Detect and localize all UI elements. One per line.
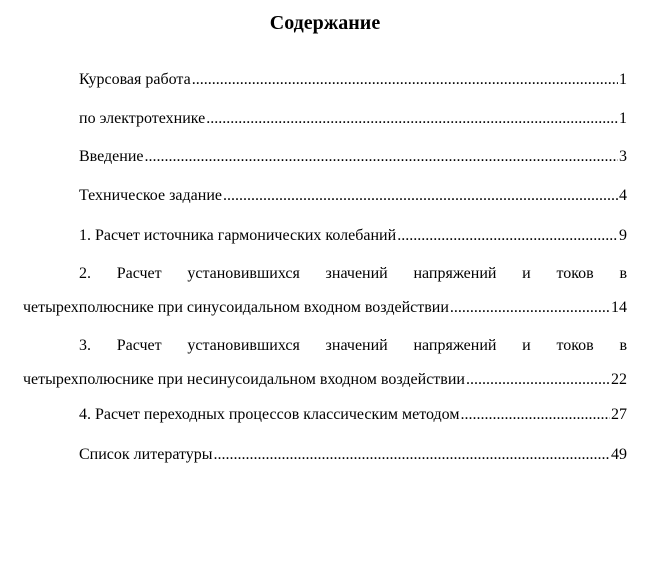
toc-entry-text: Техническое задание [79,187,222,204]
toc-entry-introduction [23,140,627,174]
toc-entry-text: Список литературы [79,446,213,463]
dot-leader [206,102,618,136]
toc-entry-section-3 [23,329,627,397]
toc-page-number: 3 [619,148,627,165]
dot-leader [192,63,618,97]
toc-entry-text: Курсовая работа [79,71,191,88]
toc-page-number: 4 [619,187,627,204]
toc-entry-text: четырехполюснике при несинусоидальном входном воздействии [23,371,465,388]
toc-entry-coursework [23,63,627,97]
toc-page-number: 1 [619,110,627,127]
toc-page-number: 1 [619,71,627,88]
toc-page-number: 22 [611,371,627,388]
toc-entry-technical-task [23,179,627,213]
toc-entry-section-1 [23,219,627,253]
toc-page-number: 9 [619,227,627,244]
toc-entry-text: 4. Расчет переходных процессов классическим методом [79,406,460,423]
dot-leader [466,363,610,397]
toc-entry-text: по электротехнике [79,110,206,127]
toc-title: Содержание [269,12,381,34]
toc-page-number: 49 [611,446,627,463]
toc-entry-text-first-line: 3. Расчет установившихся значений напряжений и токов в [79,337,627,354]
dot-leader [460,398,610,432]
dot-leader [145,140,619,174]
dot-leader [214,438,610,472]
toc-entry-text: 1. Расчет источника гармонических колебаний [79,227,397,244]
toc-entry-text: четырехполюснике при синусоидальном входном воздействии [23,299,449,316]
toc-page-number: 27 [611,406,627,423]
toc-entry-references [23,438,627,472]
dot-leader [397,219,618,253]
toc-entry-text-first-line: 2. Расчет установившихся значений напряжений и токов в [79,265,627,282]
toc-entry-electrotechnics [23,102,627,136]
toc-entry-section-4 [23,398,627,432]
toc-entry-section-2 [23,257,627,325]
dot-leader [223,179,618,213]
toc-entry-text: Введение [79,148,144,165]
dot-leader [450,291,610,325]
toc-page-number: 14 [611,299,627,316]
